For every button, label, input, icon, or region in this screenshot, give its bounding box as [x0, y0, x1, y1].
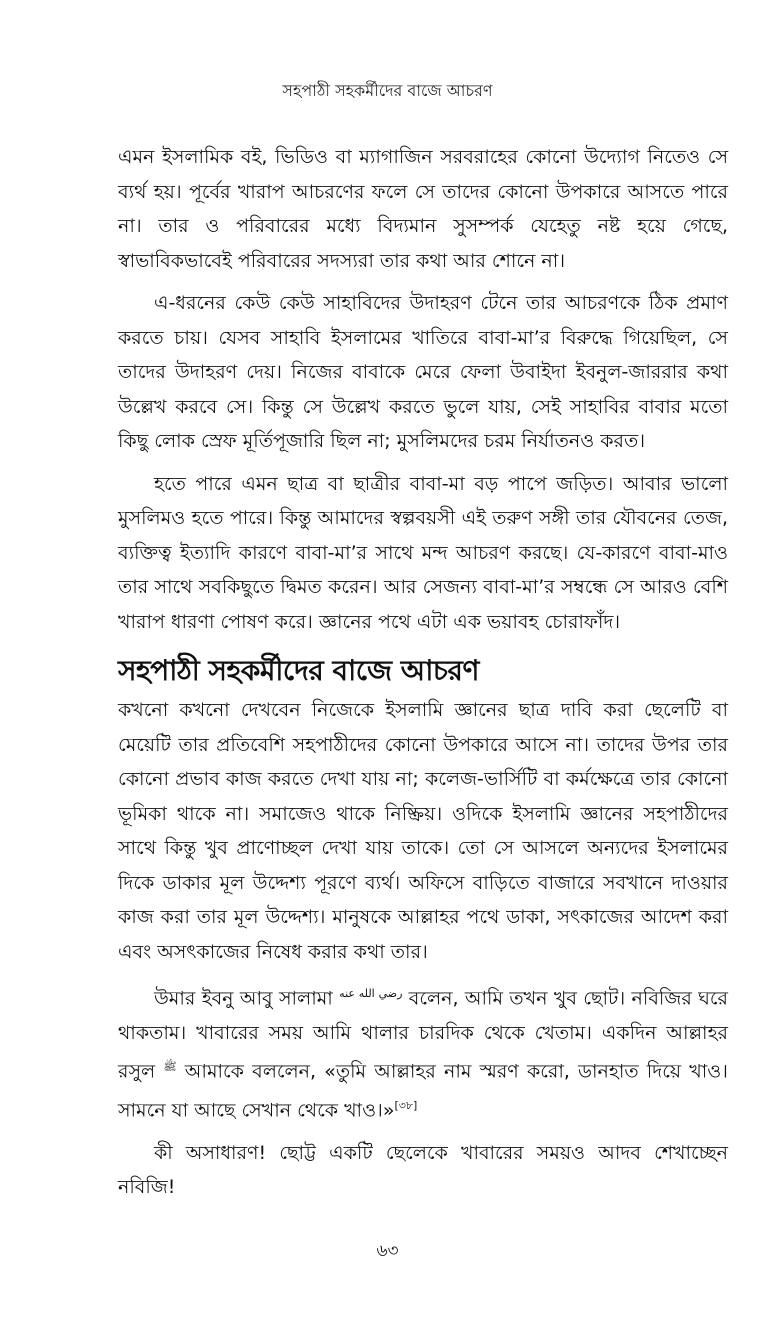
footnote-reference: [৩৮] — [394, 1099, 418, 1113]
running-header: সহপাঠী সহকর্মীদের বাজে আচরণ — [282, 81, 493, 100]
section-heading: সহপাঠী সহকর্মীদের বাজে আচরণ — [118, 654, 479, 687]
paragraph-text: আমাকে বললেন, «তুমি আল্লাহর নাম স্মরণ করো, ডানহাত দিয়ে খাও। সামনে যা আছে সেখান থেকে খাও।» — [118, 1060, 728, 1122]
page-body — [118, 140, 728, 1213]
paragraph: এ-ধরনের কেউ কেউ সাহাবিদের উদাহরণ টেনে তার আচরণকে ঠিক প্রমাণ করতে চায়। যেসব সাহাবি ইসলামের খাতিরে বাবা-মা’র বিরুদ্ধে গিয়েছিল, সে তাদের উদাহরণ দেয়। নিজের বাবাকে মেরে ফেলা উবাইদা ইবনুল-জাররার কথা উল্লেখ করবে সে। কিন্তু সে উল্লেখ করতে ভুলে যায়, সেই সাহাবির বাবার মতো কিছু লোক স্রেফ মূর্তিপূজারি ছিল না; মুসলিমদের চরম নির্যাতনও করত। — [118, 292, 728, 452]
paragraph: হতে পারে এমন ছাত্র বা ছাত্রীর বাবা-মা বড় পাপে জড়িত। আবার ভালো মুসলিমও হতে পারে। কিন্তু আমাদের স্বল্পবয়সী এই তরুণ সঙ্গী তার যৌবনের তেজ, ব্যক্তিত্ব ইত্যাদি কারণে বাবা-মা’র সাথে মন্দ আচরণ করছে। যে-কারণে বাবা-মাও তার সাথে সবকিছুতে দ্বিমত করেন। আর সেজন্য বাবা-মা’র সম্বন্ধে সে আরও বেশি খারাপ ধারণা পোষণ করে। জ্ঞানের পথে এটা এক ভয়াবহ চোরাফাঁদ। — [118, 472, 728, 633]
paragraph-text: উমার ইবনু আবু সালামা — [154, 987, 333, 1010]
honorific-symbol: ﷺ — [163, 1060, 177, 1074]
paragraph: কখনো কখনো দেখবেন নিজেকে ইসলামি জ্ঞানের ছাত্র দাবি করা ছেলেটি বা মেয়েটি তার প্রতিবেশি সহপাঠীদের কোনো উপকারে আসে না। তাদের উপর তার কোনো প্রভাব কাজ করতে দেখা যায় না; কলেজ-ভার্সিটি বা কর্মক্ষেত্রে তার কোনো ভূমিকা থাকে না। সমাজেও থাকে নিষ্ক্রিয়। ওদিকে ইসলামি জ্ঞানের সহপাঠীদের সাথে কিন্তু খুব প্রাণোচ্ছল দেখা যায় তাকে। তো সে আসলে অন্যদের ইসলামের দিকে ডাকার মূল উদ্দেশ্য পূরণে ব্যর্থ। অফিসে বাড়িতে বাজারে সবখানে দাওয়ার কাজ করা তার মূল উদ্দেশ্য। মানুষকে আল্লাহর পথে ডাকা, সৎকাজের আদেশ করা এবং অসৎকাজের নিষেধ করার কথা তার। — [118, 699, 728, 963]
paragraph-hadith — [118, 977, 728, 1128]
paragraph-text: বলেন, আমি তখন খুব ছোট। নবিজির ঘরে থাকতাম। খাবারের সময় আমি থালার চারদিক থেকে খেতাম। একদিন আল্লাহর রসুল — [118, 987, 728, 1083]
paragraph-continued: এমন ইসলামিক বই, ভিডিও বা ম্যাগাজিন সরবরাহের কোনো উদ্যোগ নিতেও সে ব্যর্থ হয়। পূর্বের খারাপ আচরণের ফলে সে তাদের কোনো উপকারে আসতে পারে না। তার ও পরিবারের মধ্যে বিদ্যমান সুসম্পর্ক যেহেতু নষ্ট হয়ে গেছে, স্বাভাবিকভাবেই পরিবারের সদস্যরা তার কথা আর শোনে না। — [118, 146, 728, 272]
page-number: ৬৩ — [376, 1241, 399, 1261]
honorific-symbol: رضي الله عنه — [339, 987, 403, 1000]
paragraph: কী অসাধারণ! ছোট্ট একটি ছেলেকে খাবারের সময়ও আদব শেখাচ্ছেন নবিজি! — [118, 1141, 728, 1199]
